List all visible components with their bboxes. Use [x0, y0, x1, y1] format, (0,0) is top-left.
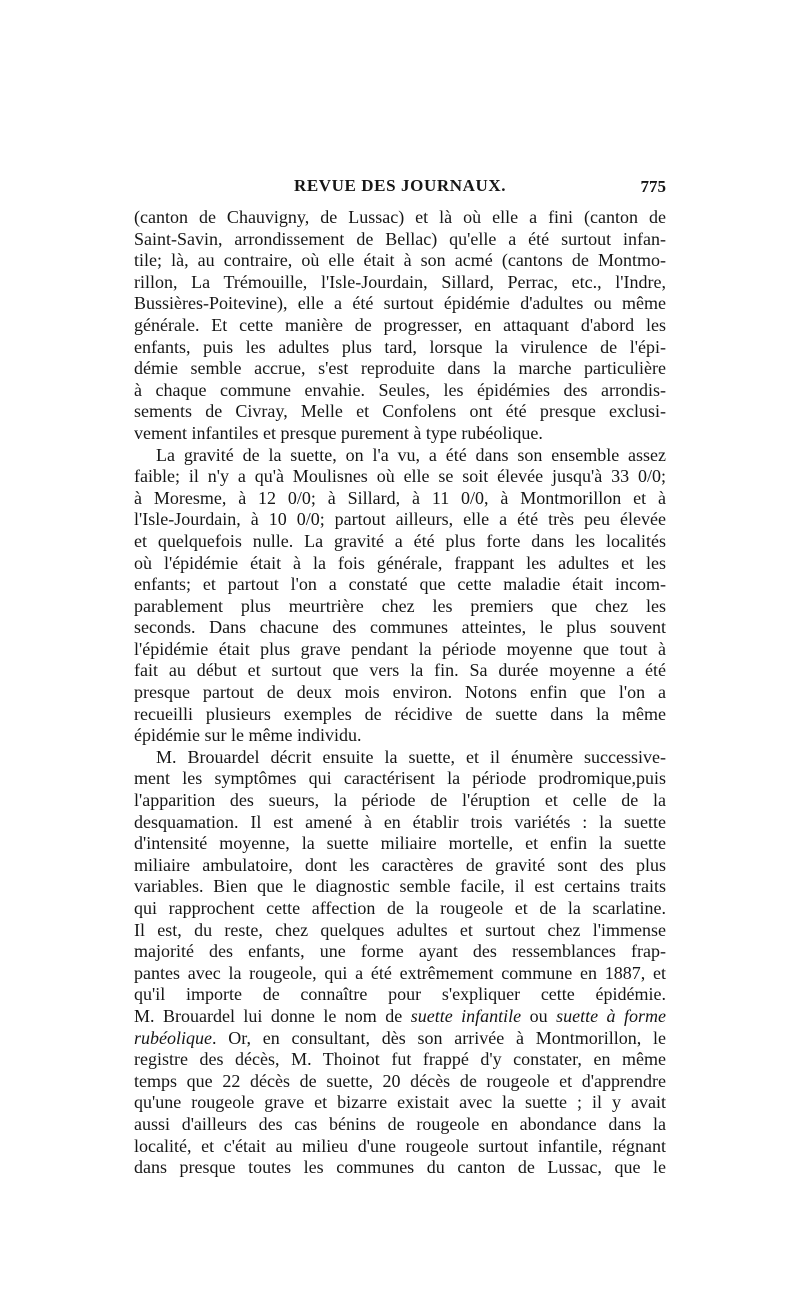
text-run: . Or, en consultant, dès son arrivée à Montmorillon, le	[212, 1027, 666, 1048]
text-line: M. Brouardel décrit ensuite la suette, et il énumère successive-	[156, 746, 666, 767]
text-line: et quelquefois nulle. La gravité a été plus forte dans les localités	[134, 530, 666, 551]
text-line: variables. Bien que le diagnostic semble facile, il est certains traits	[134, 876, 666, 897]
body-text	[134, 207, 666, 1179]
text-line: à Moresme, à 12 0/0; à Sillard, à 11 0/0, à Montmorillon et à	[134, 487, 666, 508]
text-line: l'Isle-Jourdain, à 10 0/0; partout ailleurs, elle a été très peu élevée	[134, 509, 666, 530]
text-run: ou	[521, 1005, 557, 1026]
italic-term: suette infantile	[410, 1005, 522, 1026]
running-title: REVUE DES JOURNAUX.	[293, 176, 507, 195]
text-line: registre des décès, M. Thoinot fut frappé d'y constater, en même	[134, 1049, 666, 1070]
text-line: Saint-Savin, arrondissement de Bellac) qu'elle a été surtout infan-	[134, 228, 666, 249]
text-line: dans presque toutes les communes du canton de Lussac, que le	[134, 1157, 666, 1178]
text-line: seconds. Dans chacune des communes atteintes, le plus souvent	[134, 617, 666, 638]
page-header	[134, 176, 666, 200]
text-line: l'épidémie était plus grave pendant la période moyenne que tout à	[134, 638, 666, 659]
text-line: qu'une rougeole grave et bizarre existait avec la suette ; il y avait	[134, 1092, 666, 1113]
text-line: épidémie sur le même individu.	[134, 725, 362, 746]
italic-term: suette à forme	[556, 1005, 667, 1026]
text-line: vement infantiles et presque purement à type rubéolique.	[134, 422, 543, 443]
text-run: M. Brouardel lui donne le nom de	[134, 1005, 403, 1026]
text-line: sements de Civray, Melle et Confolens ont été presque exclusi-	[134, 401, 666, 422]
text-line: La gravité de la suette, on l'a vu, a été dans son ensemble assez	[156, 444, 666, 465]
text-line: ment les symptômes qui caractérisent la période prodromique,puis	[134, 768, 666, 789]
text-line: qui rapprochent cette affection de la rougeole et de la scarlatine.	[134, 898, 666, 918]
paragraph-2	[134, 445, 666, 747]
text-line: temps que 22 décès de suette, 20 décès de rougeole et d'apprendre	[134, 1070, 666, 1091]
text-line: l'apparition des sueurs, la période de l'éruption et celle de la	[134, 790, 666, 811]
text-line: recueilli plusieurs exemples de récidive de suette dans la même	[134, 703, 666, 724]
text-line: Il est, du reste, chez quelques adultes et surtout chez l'immense	[134, 919, 666, 940]
text-line: aussi d'ailleurs des cas bénins de rougeole en abondance dans la	[134, 1113, 666, 1134]
text-line: d'intensité moyenne, la suette miliaire mortelle, et enfin la suette	[134, 833, 666, 854]
text-line: enfants, puis les adultes plus tard, lorsque la virulence de l'épi-	[134, 336, 666, 357]
text-line: Bussières-Poitevine), elle a été surtout épidémie d'adultes ou même	[134, 293, 666, 314]
text-line: majorité des enfants, une forme ayant des ressemblances frap-	[134, 941, 666, 962]
italic-term: rubéolique	[134, 1027, 212, 1048]
text-line: qu'il importe de connaître pour s'expliquer cette épidémie.	[134, 984, 666, 1005]
text-line: pantes avec la rougeole, qui a été extrêmement commune en 1887, et	[134, 962, 666, 983]
text-line: enfants; et partout l'on a constaté que cette maladie était incom-	[134, 574, 666, 595]
text-line: localité, et c'était au milieu d'une rougeole surtout infantile, régnant	[134, 1135, 666, 1156]
text-line: miliaire ambulatoire, dont les caractères de gravité sont des plus	[134, 854, 666, 875]
text-line: rillon, La Trémouille, l'Isle-Jourdain, Sillard, Perrac, etc., l'Indre,	[134, 271, 666, 292]
text-line: tile; là, au contraire, où elle était à son acmé (cantons de Montmo-	[134, 250, 666, 271]
text-line: parablement plus meurtrière chez les premiers que chez les	[134, 595, 666, 616]
text-line: démie semble accrue, s'est reproduite dans la marche particulière	[134, 358, 666, 379]
text-line: générale. Et cette manière de progresser, en attaquant d'abord les	[134, 314, 666, 335]
text-line: fait au début et surtout que vers la fin. Sa durée moyenne a été	[134, 660, 666, 681]
text-line: faible; il n'y a qu'à Moulisnes où elle se soit élevée jusqu'à 33 0/0;	[134, 466, 666, 487]
page-number: 775	[640, 177, 666, 196]
text-line: (canton de Chauvigny, de Lussac) et là où elle a fini (canton de	[134, 207, 666, 227]
text-line-mixed	[134, 1006, 666, 1028]
text-line: à chaque commune envahie. Seules, les épidémies des arrondis-	[134, 379, 666, 400]
text-line: desquamation. Il est amené à en établir trois variétés : la suette	[134, 811, 666, 832]
paragraph-1	[134, 207, 666, 445]
text-line: où l'épidémie était à la fois générale, frappant les adultes et les	[134, 552, 666, 573]
text-line-mixed	[134, 1028, 666, 1050]
text-line: presque partout de deux mois environ. Notons enfin que l'on a	[134, 682, 666, 703]
paragraph-3	[134, 747, 666, 1179]
